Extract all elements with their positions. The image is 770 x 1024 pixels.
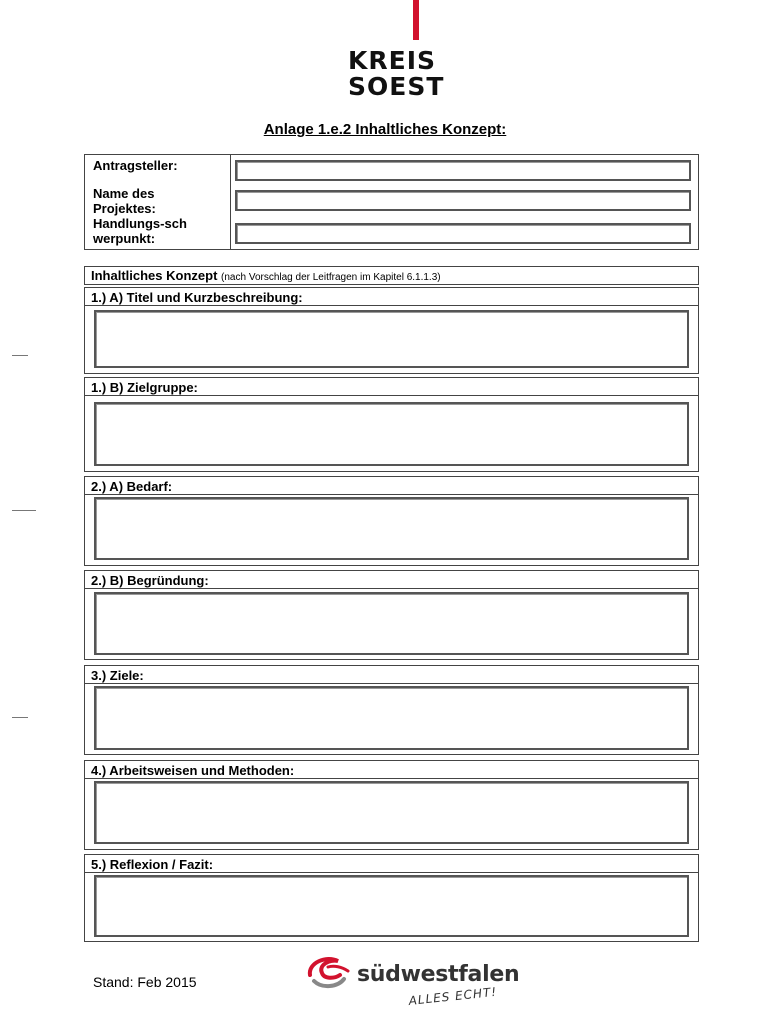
section-ziele bbox=[84, 665, 699, 755]
logo-line-1: KREIS bbox=[348, 46, 437, 75]
margin-mark bbox=[12, 510, 36, 511]
section-arbeitsweisen bbox=[84, 760, 699, 850]
arbeitsweisen-textarea[interactable] bbox=[94, 781, 689, 844]
section-begruendung bbox=[84, 570, 699, 660]
applicant-table bbox=[84, 154, 699, 250]
section-title: 2.) A) Bedarf: bbox=[85, 477, 698, 495]
stand-date: Stand: Feb 2015 bbox=[93, 974, 197, 990]
table-divider bbox=[230, 155, 231, 249]
projektname-field[interactable] bbox=[235, 190, 691, 211]
concept-label: Inhaltliches Konzept bbox=[91, 268, 218, 283]
label-handlungsschwerpunkt bbox=[93, 216, 193, 246]
kreis-soest-logo-bar bbox=[413, 0, 419, 40]
antragsteller-field[interactable] bbox=[235, 160, 691, 181]
begruendung-textarea[interactable] bbox=[94, 592, 689, 655]
section-title: 1.) B) Zielgruppe: bbox=[85, 378, 698, 396]
label-handlungsschwerpunkt-text: Handlungs-schwerpunkt: bbox=[93, 216, 187, 246]
kreis-soest-logo bbox=[348, 48, 444, 100]
titel-textarea[interactable] bbox=[94, 310, 689, 368]
section-bedarf bbox=[84, 476, 699, 566]
section-title: 5.) Reflexion / Fazit: bbox=[85, 855, 698, 873]
margin-mark bbox=[12, 355, 28, 356]
section-title: 4.) Arbeitsweisen und Methoden: bbox=[85, 761, 698, 779]
label-antragsteller: Antragsteller: bbox=[93, 158, 178, 173]
suedwestfalen-brand: südwestfalen bbox=[357, 962, 520, 987]
section-zielgruppe bbox=[84, 377, 699, 472]
label-projektname: Name des Projektes: bbox=[93, 186, 156, 216]
reflexion-textarea[interactable] bbox=[94, 875, 689, 937]
section-title: 1.) A) Titel und Kurzbeschreibung: bbox=[85, 288, 698, 306]
suedwestfalen-logo-icon bbox=[304, 953, 354, 993]
section-title: 3.) Ziele: bbox=[85, 666, 698, 684]
handlungsschwerpunkt-field[interactable] bbox=[235, 223, 691, 244]
section-reflexion bbox=[84, 854, 699, 942]
concept-note: (nach Vorschlag der Leitfragen im Kapitel 6.1.1.3) bbox=[221, 272, 441, 283]
concept-header bbox=[84, 266, 699, 285]
logo-line-2: SOEST bbox=[348, 72, 445, 101]
suedwestfalen-slogan: ALLES ECHT! bbox=[408, 984, 498, 1008]
section-titel bbox=[84, 287, 699, 374]
ziele-textarea[interactable] bbox=[94, 686, 689, 750]
zielgruppe-textarea[interactable] bbox=[94, 402, 689, 466]
document-title: Anlage 1.e.2 Inhaltliches Konzept: bbox=[263, 121, 507, 138]
section-title: 2.) B) Begründung: bbox=[85, 571, 698, 589]
margin-mark bbox=[12, 717, 28, 718]
bedarf-textarea[interactable] bbox=[94, 497, 689, 560]
